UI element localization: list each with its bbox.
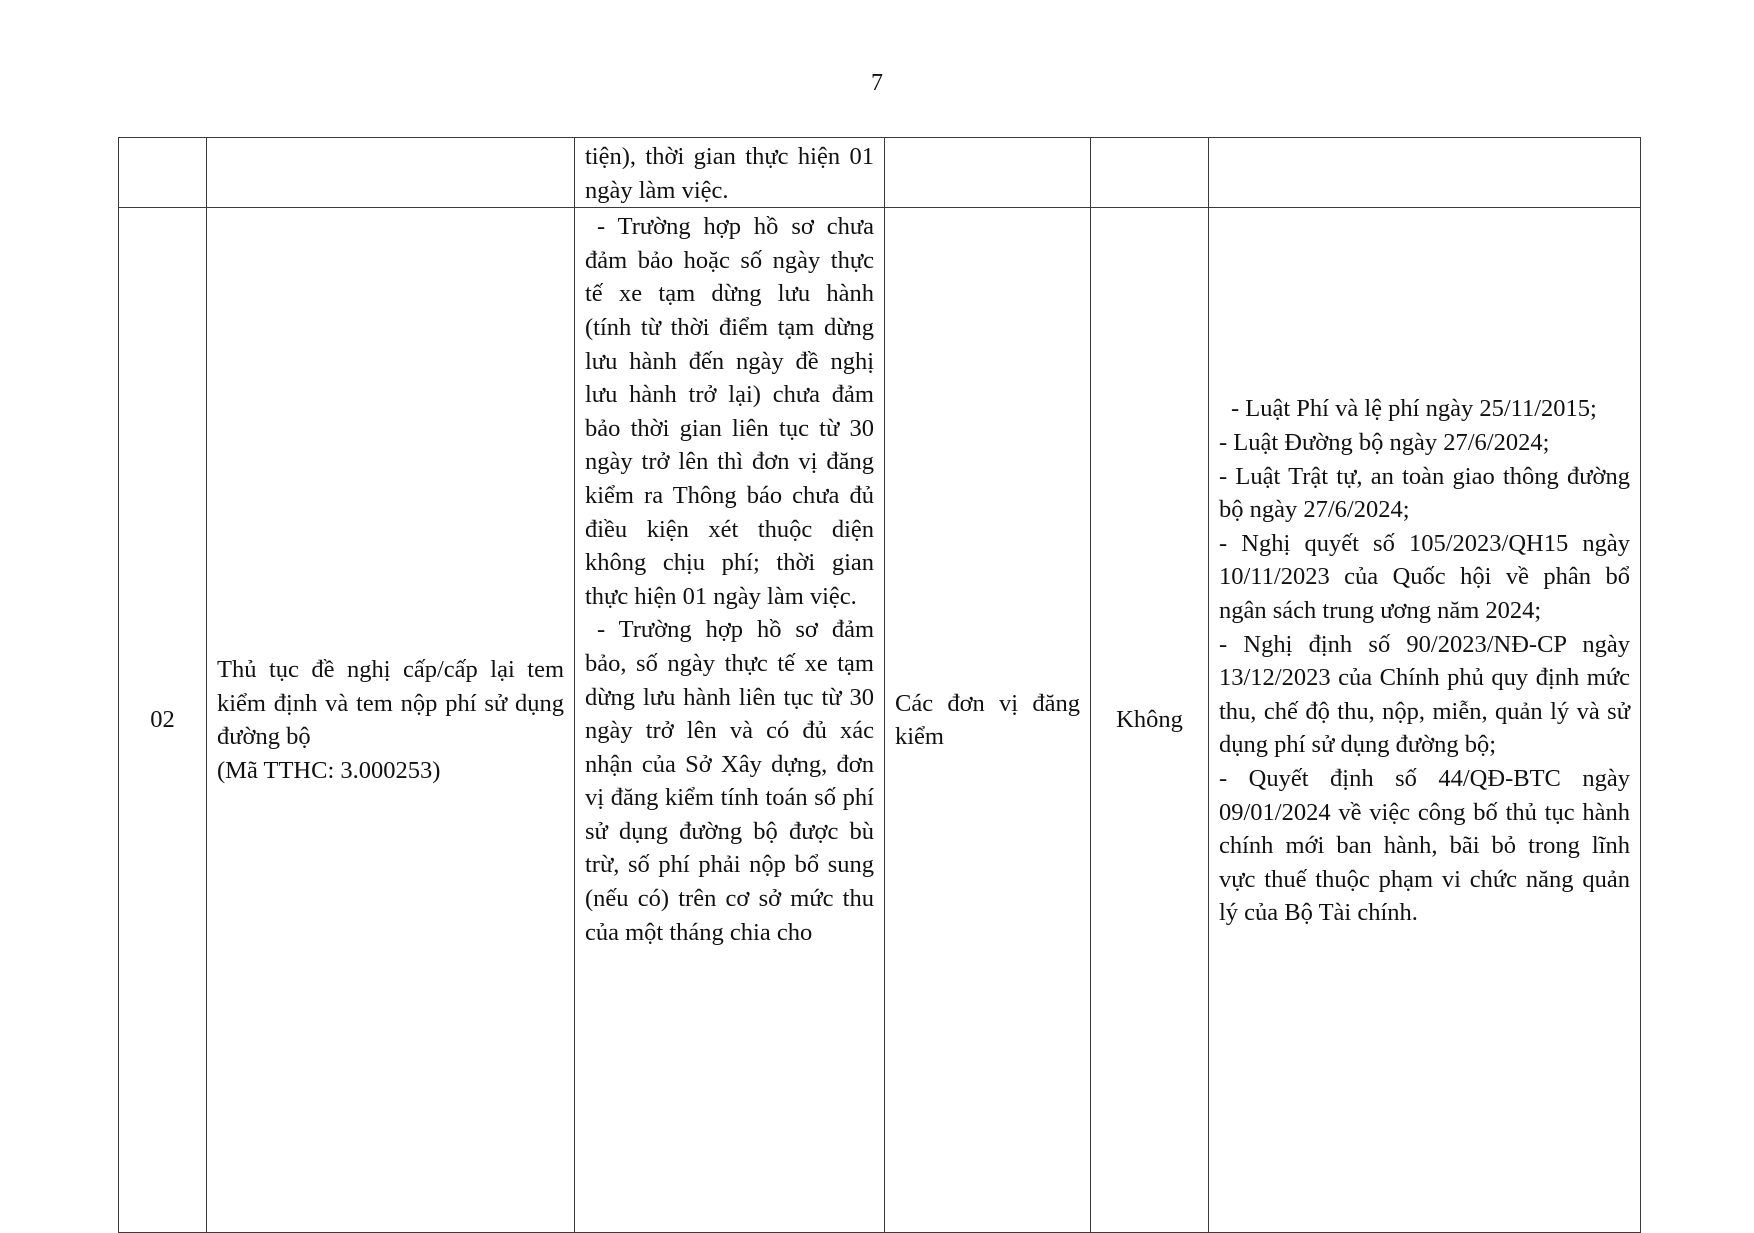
agency-text: Các đơn vị đăng kiểm <box>895 689 1080 751</box>
cell-processing-time <box>575 208 885 1233</box>
cell-agency-empty <box>885 138 1091 208</box>
cell-number-empty <box>119 138 207 208</box>
legal-basis-item: - Quyết định số 44/QĐ-BTC ngày 09/01/2024 về việc công bố thủ tục hành chính mới ban hành, bãi bỏ trong lĩnh vực thuế thuộc phạm vi chức năng quản lý của Bộ Tài chính. <box>1219 764 1630 927</box>
legal-basis-item: - Nghị quyết số 105/2023/QH15 ngày 10/11/2023 của Quốc hội về phân bổ ngân sách trung ương năm 2024; <box>1219 529 1630 624</box>
time-continuation-text: tiện), thời gian thực hiện 01 ngày làm việc. <box>585 143 874 204</box>
cell-procedure-name <box>207 208 575 1233</box>
table-row <box>119 208 1641 1233</box>
row-number: 02 <box>119 208 207 1233</box>
cell-procedure-empty <box>207 138 575 208</box>
cell-agency <box>885 208 1091 1233</box>
time-paragraph-2: - Trường hợp hồ sơ đảm bảo, số ngày thực tế xe tạm dừng lưu hành liên tục từ 30 ngày trở lên và có đủ xác nhận của Sở Xây dựng, đơn vị đăng kiểm tính toán số phí sử dụng đường bộ được bù trừ, số phí phải nộp bổ sung (nếu có) trên cơ sở mức thu của một tháng chia cho <box>585 616 874 946</box>
cell-basis-empty <box>1209 138 1641 208</box>
table-row-continuation <box>119 138 1641 208</box>
cell-time-continuation <box>575 138 885 208</box>
legal-basis-item: - Nghị định số 90/2023/NĐ-CP ngày 13/12/2023 của Chính phủ quy định mức thu, chế độ thu, nộp, miễn, quản lý và sử dụng phí sử dụng đường bộ; <box>1219 630 1630 759</box>
time-paragraph-1: - Trường hợp hồ sơ chưa đảm bảo hoặc số ngày thực tế xe tạm dừng lưu hành (tính từ thời điểm tạm dừng lưu hành đến ngày đề nghị lưu hành trở lại) chưa đảm bảo thời gian liên tục từ 30 ngày trở lên thì đơn vị đăng kiểm ra Thông báo chưa đủ điều kiện xét thuộc diện không chịu phí; thời gian thực hiện 01 ngày làm việc. <box>585 213 874 610</box>
procedure-code: (Mã TTHC: 3.000253) <box>217 756 441 784</box>
legal-basis-item: - Luật Phí và lệ phí ngày 25/11/2015; <box>1231 395 1597 423</box>
legal-basis-item: - Luật Trật tự, an toàn giao thông đường bộ ngày 27/6/2024; <box>1219 462 1630 524</box>
procedure-table <box>118 137 1641 1233</box>
procedure-name: Thủ tục đề nghị cấp/cấp lại tem kiểm định và tem nộp phí sử dụng đường bộ <box>217 656 564 751</box>
page-number: 7 <box>871 70 883 96</box>
cell-fee-empty <box>1091 138 1209 208</box>
cell-legal-basis <box>1209 208 1641 1233</box>
cell-fee: Không <box>1091 208 1209 1233</box>
legal-basis-item: - Luật Đường bộ ngày 27/6/2024; <box>1219 429 1550 457</box>
